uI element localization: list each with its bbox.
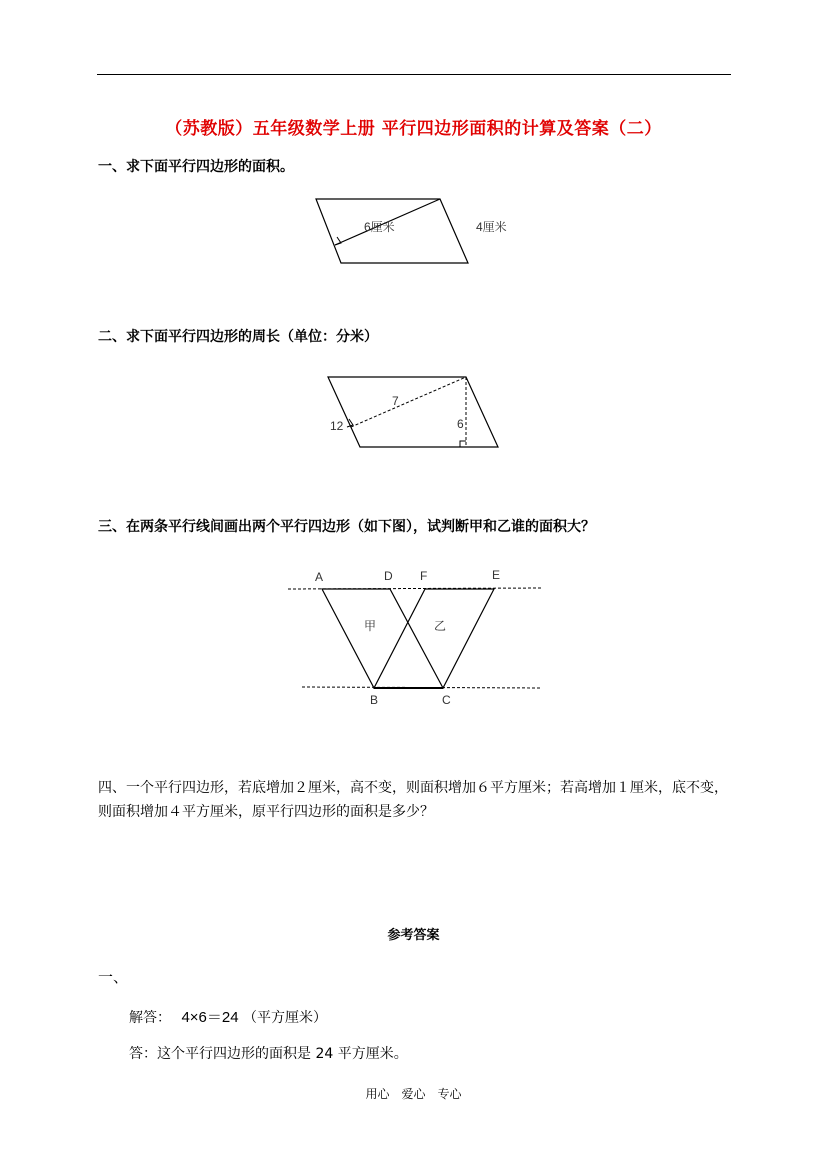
page-title: （苏教版）五年级数学上册 平行四边形面积的计算及答案（二） — [165, 119, 662, 139]
label-a: A — [315, 570, 324, 584]
label-b: B — [370, 693, 379, 707]
right-angle-mark-bottom — [460, 441, 466, 447]
figure-2-parallelogram — [320, 370, 520, 452]
side-label: 4厘米 — [476, 220, 507, 234]
answers-heading: 参考答案 — [387, 928, 440, 943]
right-angle-mark — [335, 237, 341, 245]
side-label: 12 — [330, 419, 344, 433]
header-rule — [97, 74, 731, 75]
answer-line — [129, 1006, 327, 1027]
question-4: 四、一个平行四边形，若底增加２厘米，高不变，则面积增加６平方厘米；若高增加１厘米，底不变，则面积增加４平方厘米，原平行四边形的面积是多少？ — [98, 780, 728, 820]
answer-expression: 4×6＝24 — [181, 1009, 239, 1026]
page-footer: 用心 爱心 专心 — [365, 1087, 462, 1101]
height-label: 6 — [457, 417, 464, 431]
answer-statement: 答：这个平行四边形的面积是 24 平方厘米。 — [129, 1046, 408, 1062]
figure-3-parallel-lines — [280, 560, 550, 715]
label-c: C — [442, 693, 451, 707]
question-3: 三、在两条平行线间画出两个平行四边形（如下图），试判断甲和乙谁的面积大？ — [98, 519, 595, 535]
label-d: D — [384, 569, 393, 583]
answer-section-1: 一、 — [98, 968, 129, 986]
parallelogram-shape — [328, 377, 498, 447]
region-yi: 乙 — [434, 619, 447, 633]
parallelogram-yi — [374, 589, 494, 688]
parallelogram-jia — [322, 589, 443, 688]
answer-unit: （平方厘米） — [243, 1010, 328, 1026]
question-1: 一、求下面平行四边形的面积。 — [98, 159, 294, 175]
answer-prefix: 解答： — [129, 1010, 171, 1026]
diagonal-height-line — [351, 377, 466, 427]
label-f: F — [420, 569, 428, 583]
question-2: 二、求下面平行四边形的周长（单位：分米） — [98, 329, 378, 345]
figure-1-parallelogram — [300, 190, 540, 270]
label-e: E — [492, 568, 501, 582]
diag-label: 7 — [392, 394, 399, 408]
height-label: 6厘米 — [364, 220, 395, 234]
region-jia: 甲 — [364, 619, 377, 633]
